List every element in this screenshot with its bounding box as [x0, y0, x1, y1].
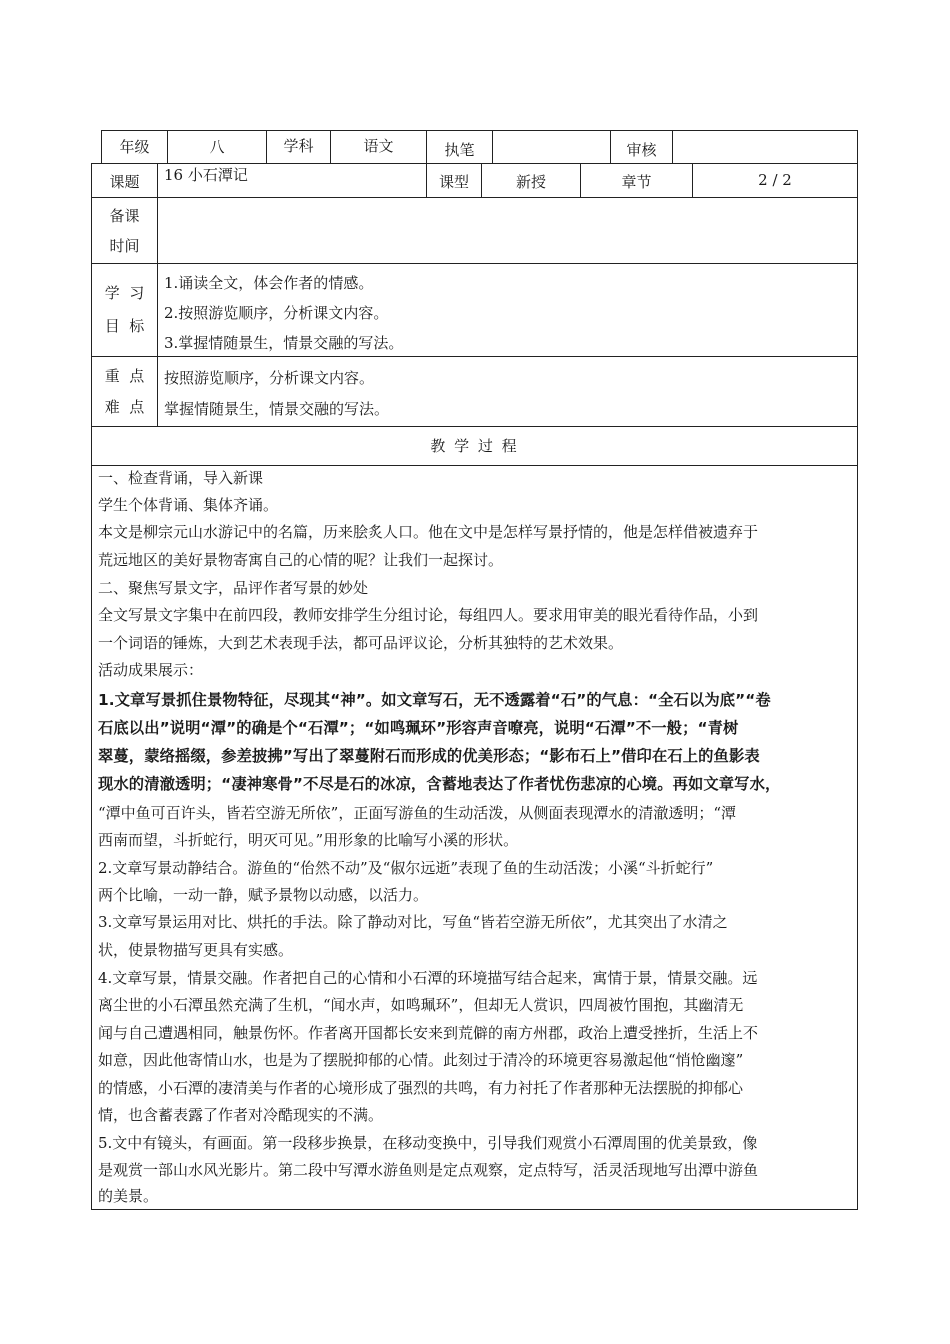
- bold-line: 1.文章写景抓住景物特征，尽现其“神”。如文章写石，无不透露着“石”的气息：“全石以为底”“卷: [98, 691, 771, 709]
- grade-label: 年级: [119, 137, 150, 156]
- paragraph: 荒远地区的美好景物寄寓自己的心情的呢？让我们一起探讨。: [98, 551, 504, 569]
- prep-time-label-line1: 备课: [109, 206, 140, 225]
- paragraph: 一个词语的锤炼，大到艺术表现手法，都可品评议论，分析其独特的艺术效果。: [98, 634, 624, 652]
- paragraph: 4.文章写景，情景交融。作者把自己的心情和小石潭的环境描写结合起来，寓情于景，情景交融。远: [98, 969, 758, 987]
- objective-item: 1.诵读全文，体会作者的情感。: [164, 274, 374, 292]
- objective-item: 2.按照游览顺序，分析课文内容。: [164, 304, 389, 322]
- objectives-label: [92, 264, 157, 356]
- prep-time-value: [158, 198, 857, 263]
- paragraph: 学生个体背诵、集体齐诵。: [98, 496, 279, 514]
- focus-list: [164, 363, 389, 425]
- bold-line: 翠蔓，蒙络摇缀，参差披拂”写出了翠蔓附石而形成的优美形态；“影布石上”借印在石上的鱼影表: [98, 747, 760, 765]
- bold-line: 现水的清澈透明；“凄神寒骨”不尽是石的冰凉，含蓄地表达了作者忧伤悲凉的心境。再如文章写水，: [98, 775, 781, 793]
- paragraph: 3.文章写景运用对比、烘托的手法。除了静动对比，写鱼“皆若空游无所依”，尤其突出了水清之: [98, 913, 728, 931]
- prep-time-label: [92, 198, 157, 263]
- paragraph: 情，也含蓄表露了作者对冷酷现实的不满。: [98, 1106, 384, 1124]
- paragraph: “潭中鱼可百许头，皆若空游无所依”，正面写游鱼的生动活泼，从侧面表现潭水的清澈透明；“潭: [98, 804, 737, 822]
- paragraph: 如意，因此他寄情山水，也是为了摆脱抑郁的心情。此刻过于清冷的环境更容易激起他“悄怆幽邃”: [98, 1051, 744, 1069]
- process-title: 教 学 过 程: [430, 436, 519, 455]
- grade-value: 八: [209, 137, 225, 156]
- paragraph: 全文写景文字集中在前四段，教师安排学生分组讨论，每组四人。要求用审美的眼光看待作品，小到: [98, 606, 759, 624]
- paragraph: 5.文中有镜头，有画面。第一段移步换景，在移动变换中，引导我们观赏小石潭周围的优美景致，像: [98, 1134, 758, 1152]
- author-label: 执笔: [444, 140, 475, 159]
- paragraph: 2.文章写景动静结合。游鱼的“佁然不动”及“俶尔远逝”表现了鱼的生动活泼；小溪“斗折蛇行”: [98, 859, 714, 877]
- objectives-label-line1: 学 习: [104, 284, 145, 302]
- objectives-label-line2: 目 标: [104, 317, 145, 335]
- paragraph: 两个比喻，一动一静，赋予景物以动感，以活力。: [98, 886, 429, 904]
- chapter-value: 2 / 2: [758, 170, 792, 189]
- chapter-label: 章节: [621, 172, 652, 191]
- focus-label-line2: 难 点: [104, 397, 145, 416]
- paragraph: 本文是柳宗元山水游记中的名篇，历来脍炙人口。他在文中是怎样写景抒情的，他是怎样借被遗弃于: [98, 523, 759, 541]
- paragraph: 离尘世的小石潭虽然充满了生机，“闻水声，如鸣珮环”，但却无人赏识，四周被竹围抱，其幽清无: [98, 996, 744, 1014]
- focus-label: [92, 357, 157, 426]
- type-label: 课型: [438, 172, 469, 191]
- review-label: 审核: [626, 140, 657, 159]
- subject-label: 学科: [283, 136, 314, 155]
- focus-item: 按照游览顺序，分析课文内容。: [164, 369, 375, 387]
- paragraph: 西南而望，斗折蛇行，明灭可见。”用形象的比喻写小溪的形状。: [98, 831, 519, 849]
- lesson-title: 16 小石潭记: [164, 165, 248, 184]
- paragraph: 的美景。: [98, 1187, 159, 1205]
- objective-item: 3.掌握情随景生，情景交融的写法。: [164, 334, 404, 352]
- paragraph: 活动成果展示：: [98, 661, 204, 679]
- prep-time-label-line2: 时间: [109, 236, 140, 255]
- review-value: [673, 134, 857, 166]
- section-1-heading: 一、检查背诵，导入新课: [98, 469, 264, 487]
- author-value: [493, 134, 610, 166]
- section-2-heading: 二、聚焦写景文字，品评作者写景的妙处: [98, 579, 369, 597]
- focus-label-line1: 重 点: [104, 366, 145, 385]
- objectives-list: [164, 268, 403, 358]
- lesson-label: 课题: [109, 172, 140, 191]
- paragraph: 状，使景物描写更具有实感。: [98, 941, 294, 959]
- paragraph: 闻与自己遭遇相同，触景伤怀。作者离开国都长安来到荒僻的南方州郡，政治上遭受挫折，生活上不: [98, 1024, 759, 1042]
- paragraph: 的情感，小石潭的凄清美与作者的心境形成了强烈的共鸣，有力衬托了作者那种无法摆脱的抑郁心: [98, 1079, 744, 1097]
- bold-line: 石底以出”说明“潭”的确是个“石潭”；“如鸣珮环”形容声音嘹亮，说明“石潭”不一般；“青树: [98, 719, 739, 737]
- subject-value: 语文: [363, 136, 394, 155]
- focus-item: 掌握情随景生，情景交融的写法。: [164, 400, 390, 418]
- paragraph: 是观赏一部山水风光影片。第二段中写潭水游鱼则是定点观察，定点特写，活灵活现地写出潭中游鱼: [98, 1161, 759, 1179]
- type-value: 新授: [515, 172, 546, 191]
